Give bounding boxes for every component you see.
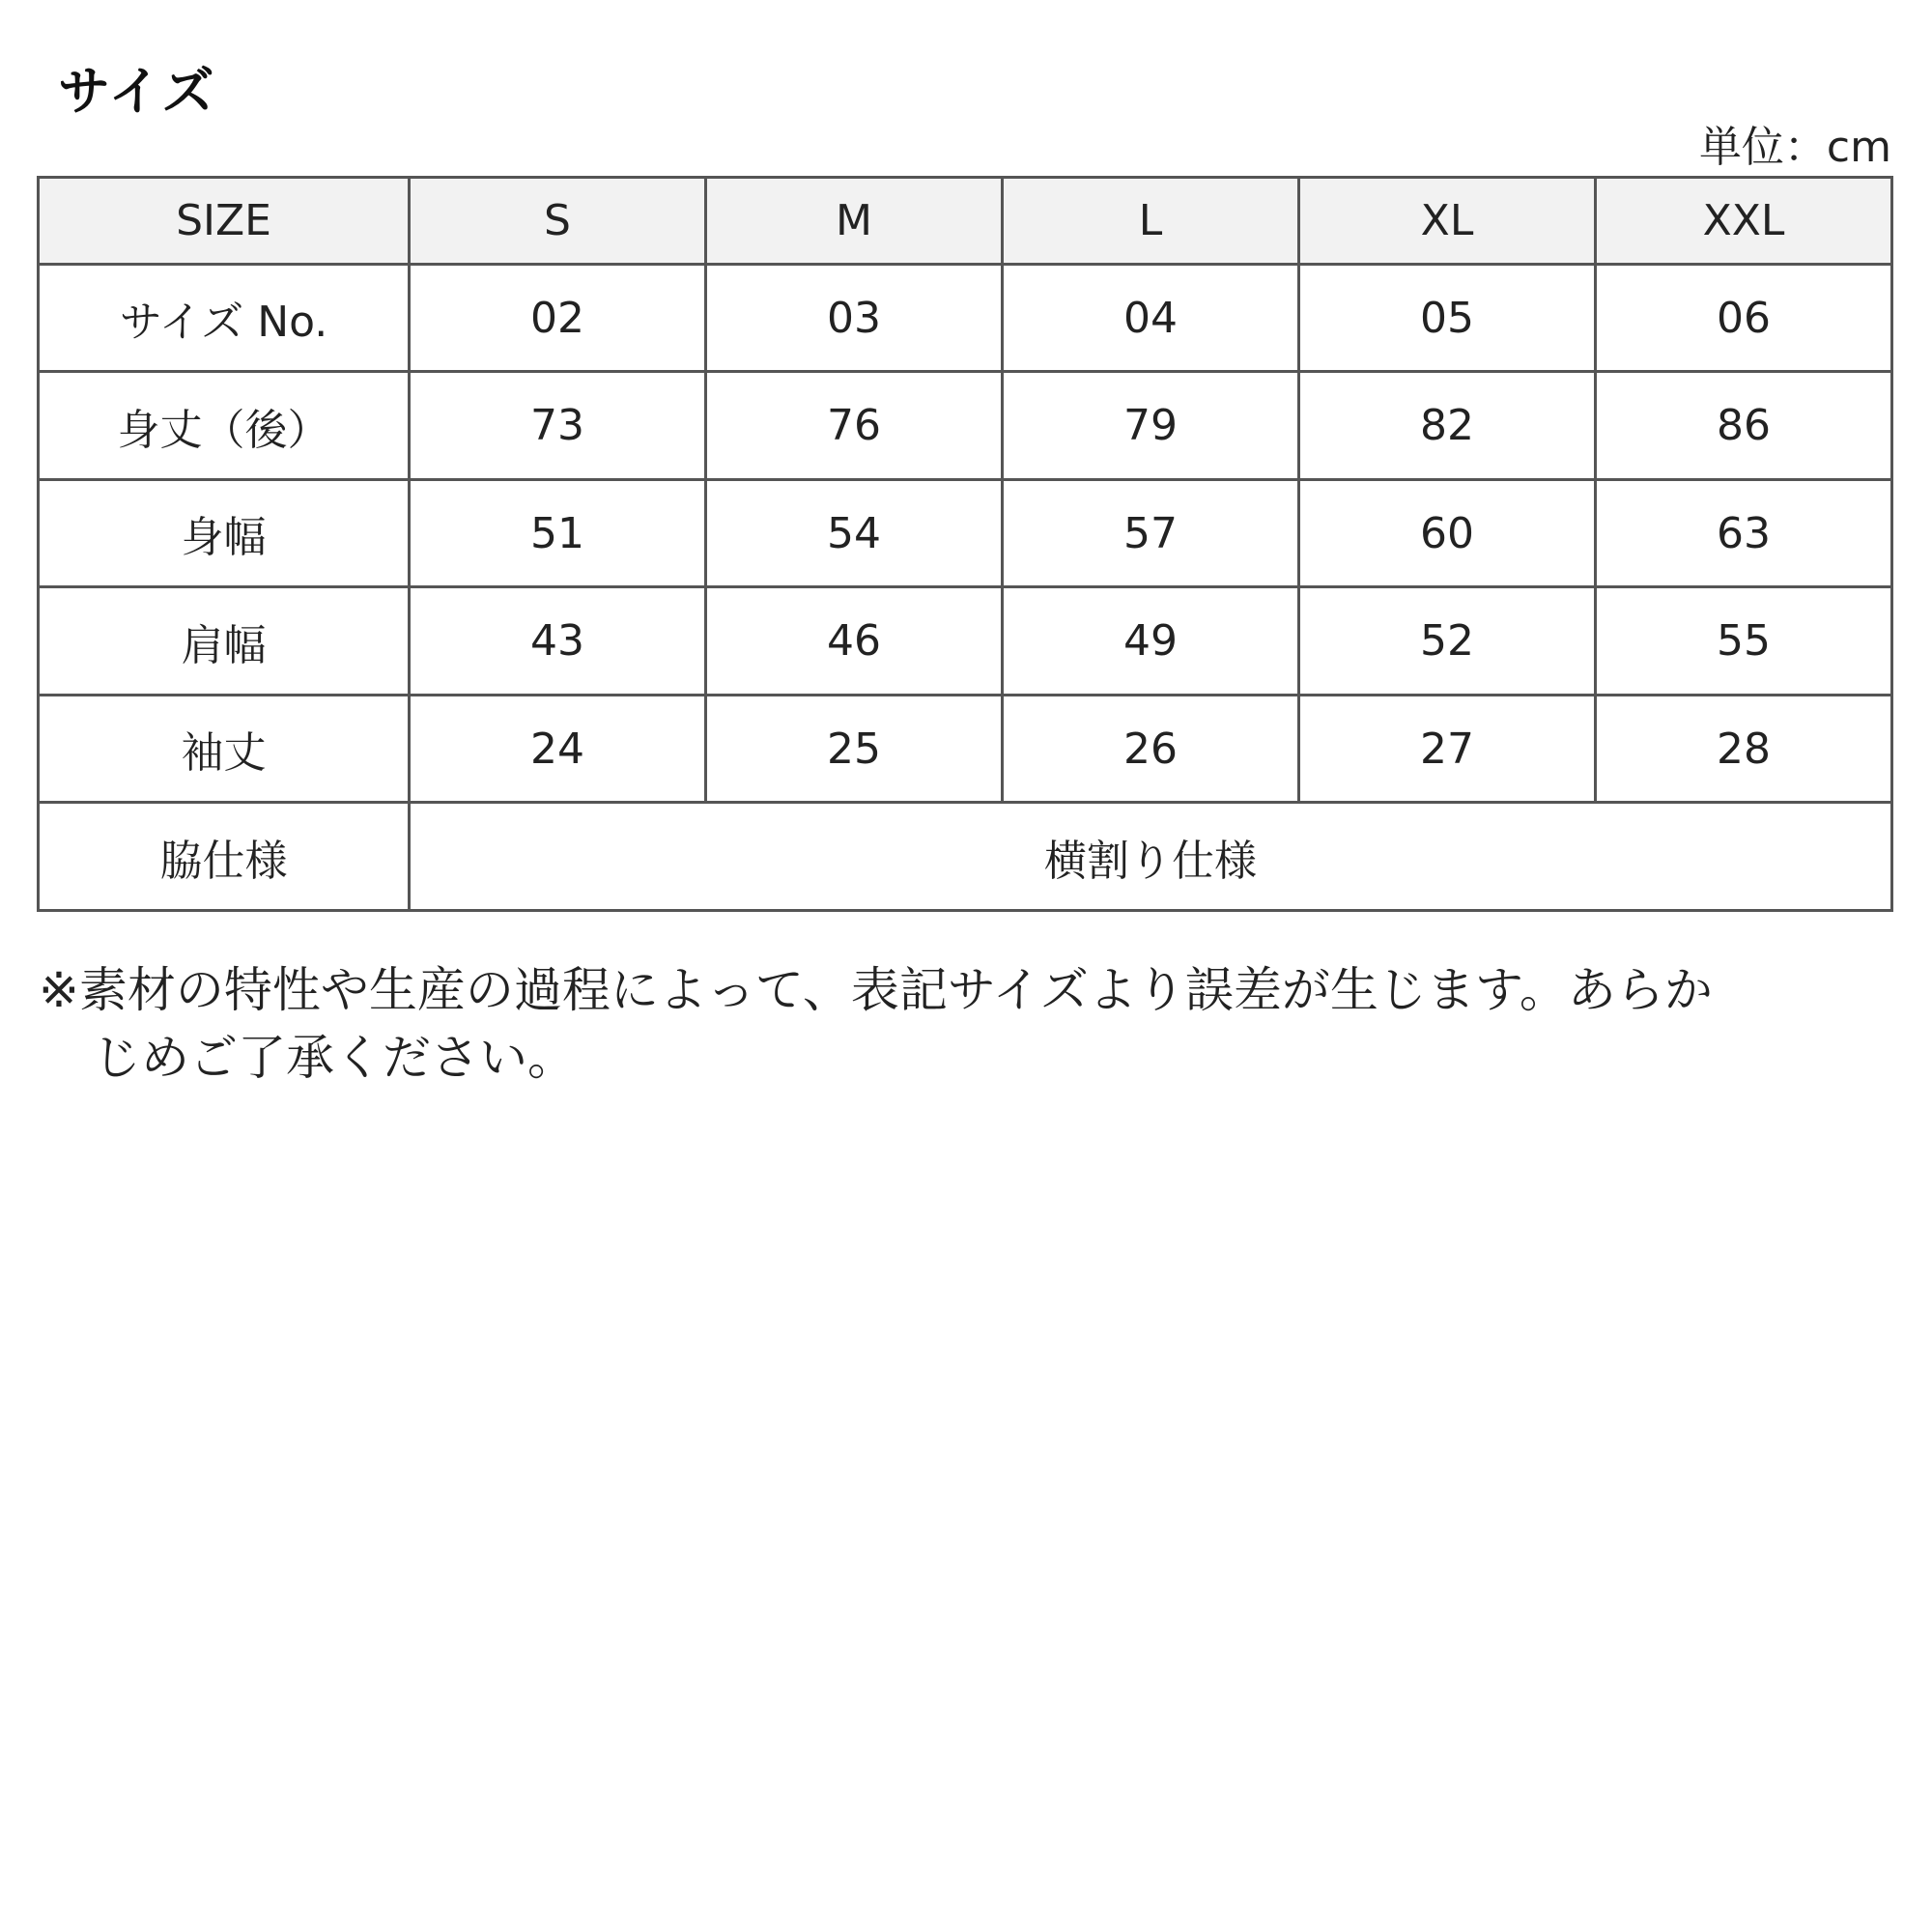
table-cell: 24 [410, 695, 706, 803]
table-cell: 86 [1596, 372, 1892, 480]
table-cell: 06 [1596, 264, 1892, 372]
header-cell-m: M [706, 178, 1003, 265]
table-row [39, 695, 1892, 803]
side-spec-value: 横割り仕様 [410, 803, 1892, 911]
note-line-1: ※素材の特性や生産の過程によって、表記サイズより誤差が生じます。あらか [39, 962, 1713, 1018]
table-cell: 73 [410, 372, 706, 480]
row-label: 肩幅 [39, 587, 410, 696]
table-cell: 27 [1299, 695, 1596, 803]
header-cell-l: L [1003, 178, 1299, 265]
table-cell: 60 [1299, 479, 1596, 587]
table-cell: 28 [1596, 695, 1892, 803]
table-cell: 03 [706, 264, 1003, 372]
table-cell: 79 [1003, 372, 1299, 480]
unit-label: 単位：cm [1698, 123, 1891, 172]
table-cell: 26 [1003, 695, 1299, 803]
header-cell-size: SIZE [39, 178, 410, 265]
table-row-side-spec [39, 803, 1892, 911]
row-label: 身丈（後） [39, 372, 410, 480]
table-cell: 25 [706, 695, 1003, 803]
table-cell: 55 [1596, 587, 1892, 696]
table-cell: 76 [706, 372, 1003, 480]
table-cell: 63 [1596, 479, 1892, 587]
table-cell: 49 [1003, 587, 1299, 696]
table-cell: 46 [706, 587, 1003, 696]
table-cell: 57 [1003, 479, 1299, 587]
table-row [39, 372, 1892, 480]
table-cell: 05 [1299, 264, 1596, 372]
note-line-2: じめご了承ください。 [93, 1030, 576, 1086]
row-label: 身幅 [39, 479, 410, 587]
table-cell: 82 [1299, 372, 1596, 480]
table-cell: 43 [410, 587, 706, 696]
table-cell: 54 [706, 479, 1003, 587]
table-row [39, 479, 1892, 587]
row-label: サイズ No. [39, 264, 410, 372]
table-row [39, 264, 1892, 372]
row-label: 袖丈 [39, 695, 410, 803]
size-table [37, 176, 1893, 912]
header-cell-xl: XL [1299, 178, 1596, 265]
table-cell: 52 [1299, 587, 1596, 696]
disclaimer-note [39, 956, 1874, 1092]
row-label: 脇仕様 [39, 803, 410, 911]
header-cell-xxl: XXL [1596, 178, 1892, 265]
page-title: サイズ [58, 61, 216, 122]
table-cell: 02 [410, 264, 706, 372]
table-cell: 04 [1003, 264, 1299, 372]
table-header-row [39, 178, 1892, 265]
table-row [39, 587, 1892, 696]
table-cell: 51 [410, 479, 706, 587]
header-cell-s: S [410, 178, 706, 265]
